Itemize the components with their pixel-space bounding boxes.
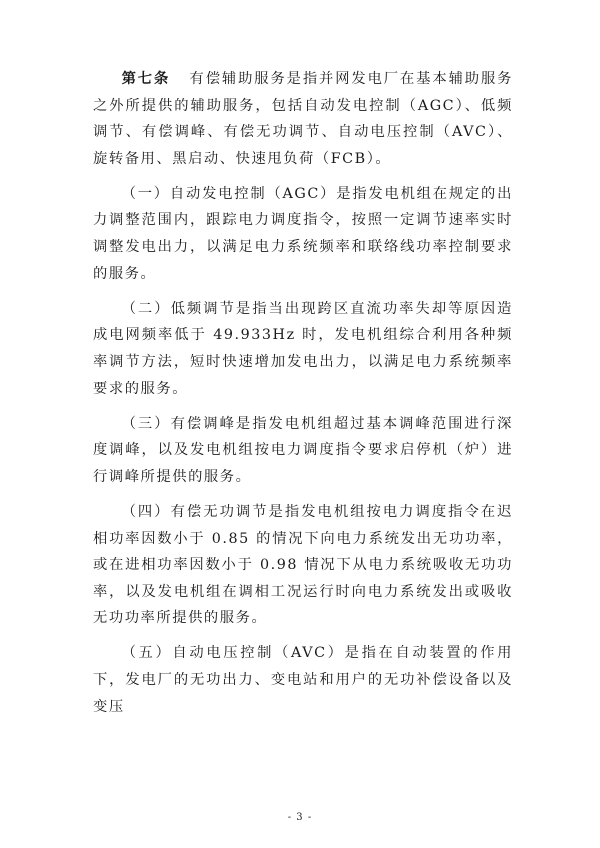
article-paragraph: [93, 66, 513, 172]
article-text: 有偿辅助服务是指并网发电厂在基本辅助服务之外所提供的辅助服务，包括自动发电控制（AGC）、低频调节、有偿调峰、有偿无功调节、自动电压控制（AVC）、旋转备用、黑启动、快速甩负荷（FCB）。: [93, 71, 513, 167]
clause-paragraph-2: （二）低频调节是指当出现跨区直流功率失却等原因造成电网频率低于 49.933Hz 时，发电机组综合利用各种频率调节方法，短时快速增加发电出力，以满足电力系统频率要求的服务。: [93, 300, 513, 397]
clause-paragraph-4: （四）有偿无功调节是指发电机组按电力调度指令在迟相功率因数小于 0.85 的情况下向电力系统发出无功功率，或在进相功率因数小于 0.98 情况下从电力系统吸收无功功率，以及发电机组在调相工况运行时向电力系统发出或吸收无功功率所提供的服务。: [93, 503, 513, 627]
clause-paragraph-3: （三）有偿调峰是指发电机组超过基本调峰范围进行深度调峰，以及发电机组按电力调度指令要求启停机（炉）进行调峰所提供的服务。: [93, 415, 513, 485]
page-number: - 3 -: [287, 812, 313, 823]
document-body: [93, 66, 513, 729]
clause-paragraph-5: （五）自动电压控制（AVC）是指在自动装置的作用下，发电厂的无功出力、变电站和用户的无功补偿设备以及变压: [93, 645, 513, 715]
article-heading: 第七条: [121, 71, 171, 87]
clause-paragraph-1: （一）自动发电控制（AGC）是指发电机组在规定的出力调整范围内，跟踪电力调度指令，按照一定调节速率实时调整发电出力，以满足电力系统频率和联络线功率控制要求的服务。: [93, 185, 513, 282]
